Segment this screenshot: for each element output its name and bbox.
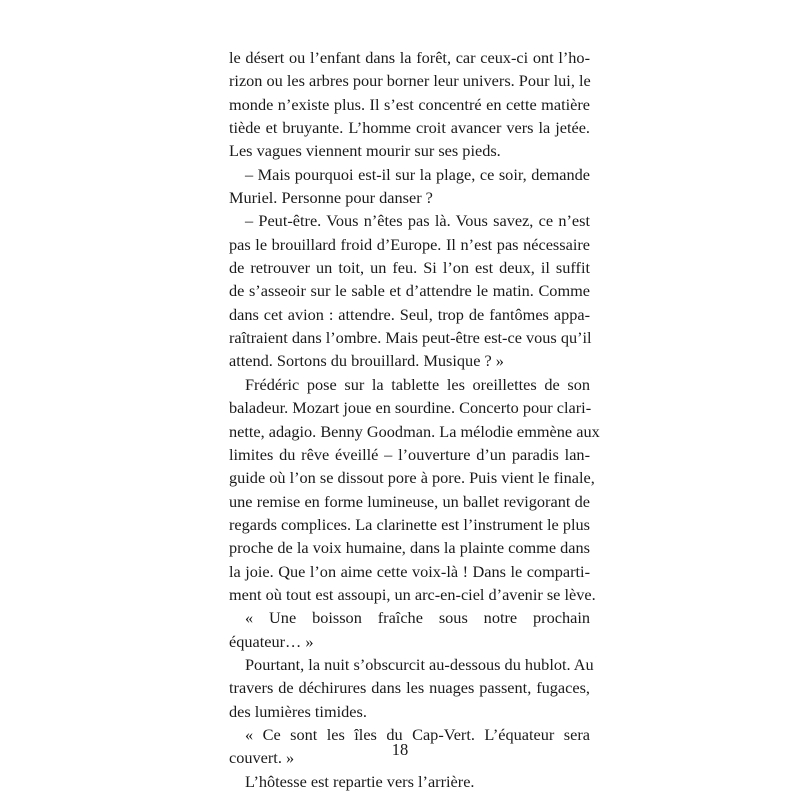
body-text	[229, 46, 600, 793]
text-line: raîtraient dans l’ombre. Mais peut-être est-ce vous qu’il	[229, 328, 592, 348]
text-line: limites du rêve éveillé – l’ouverture d’un paradis lan-	[229, 444, 590, 464]
text-line: attend. Sortons du brouillard. Musique ? »	[229, 351, 504, 371]
page-number: 18	[391, 740, 409, 759]
text-line: proche de la voix humaine, dans la plainte comme dans	[229, 538, 590, 558]
text-line: « Ce sont les îles du Cap-Vert. L’équateur sera	[245, 724, 590, 744]
text-line: dans cet avion : attendre. Seul, trop de fantômes appa-	[229, 304, 590, 324]
text-line: Frédéric pose sur la tablette les oreillettes de son	[245, 374, 590, 394]
text-line: baladeur. Mozart joue en sourdine. Concerto pour clari-	[229, 398, 592, 418]
text-line: une remise en forme lumineuse, un ballet revigorant de	[229, 491, 590, 511]
text-line: – Peut-être. Vous n’êtes pas là. Vous savez, ce n’est	[245, 211, 590, 231]
text-line: de retrouver un toit, un feu. Si l’on est deux, il suffit	[229, 258, 590, 278]
text-line: couvert. »	[229, 748, 295, 768]
text-line: de s’asseoir sur le sable et d’attendre le matin. Comme	[229, 281, 590, 301]
text-line: Muriel. Personne pour danser ?	[229, 188, 433, 208]
text-line: rizon ou les arbres pour borner leur univers. Pour lui, le	[229, 71, 591, 91]
text-line: Pourtant, la nuit s’obscurcit au-dessous du hublot. Au	[245, 654, 594, 674]
text-line: tiède et bruyante. L’homme croit avancer vers la jetée.	[229, 118, 590, 138]
text-line: Les vagues viennent mourir sur ses pieds.	[229, 141, 501, 161]
text-line: ment où tout est assoupi, un arc-en-ciel d’avenir se lève.	[229, 584, 596, 604]
text-line: pas le brouillard froid d’Europe. Il n’est pas nécessaire	[229, 234, 590, 254]
text-line: des lumières timides.	[229, 701, 367, 721]
text-line: équateur… »	[229, 631, 314, 651]
text-line: – Mais pourquoi est-il sur la plage, ce soir, demande	[245, 164, 590, 184]
text-line: monde n’existe plus. Il s’est concentré en cette matière	[229, 94, 590, 114]
text-line: travers de déchirures dans les nuages passent, fugaces,	[229, 678, 590, 698]
text-line: le désert ou l’enfant dans la forêt, car ceux-ci ont l’ho-	[229, 48, 590, 67]
text-line: guide où l’on se dissout pore à pore. Puis vient le finale,	[229, 468, 595, 488]
text-line: la joie. Que l’on aime cette voix-là ! Dans le comparti-	[229, 561, 590, 581]
text-line: regards complices. La clarinette est l’instrument le plus	[229, 514, 590, 534]
text-line: L’hôtesse est repartie vers l’arrière.	[245, 771, 475, 791]
text-line: « Une boisson fraîche sous notre prochain	[245, 608, 590, 628]
text-line: nette, adagio. Benny Goodman. La mélodie emmène aux	[229, 421, 600, 441]
